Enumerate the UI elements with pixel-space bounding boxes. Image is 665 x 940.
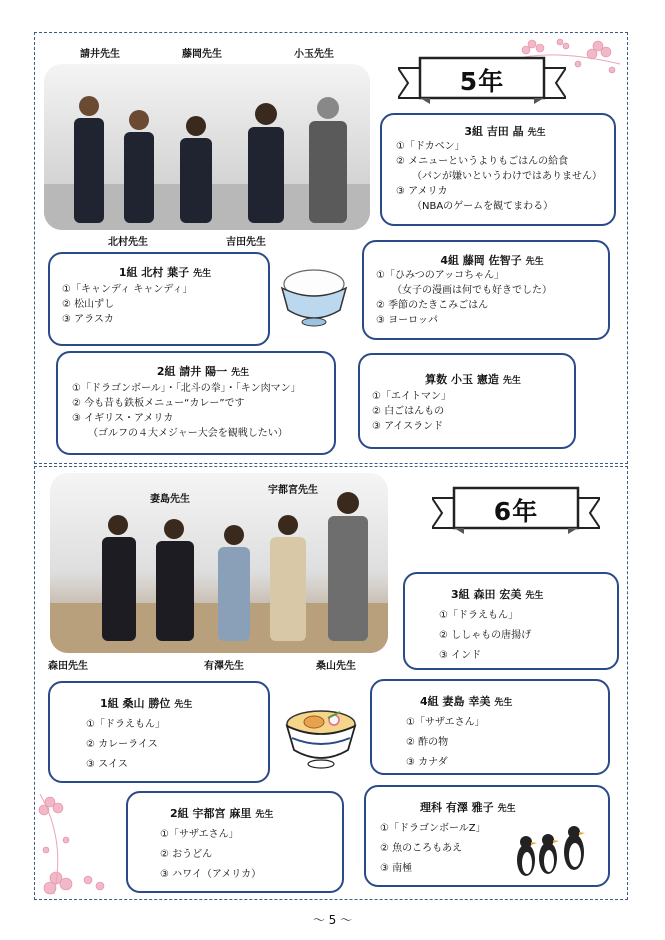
- card-line: ①「ドカベン」: [396, 141, 465, 152]
- udon-bowl-icon: [280, 700, 362, 772]
- card-line: ①「ひみつのアッコちゃん」: [376, 270, 505, 281]
- card-line: ①「サザエさん」: [406, 717, 485, 728]
- rice-bowl-icon: [276, 258, 352, 330]
- teacher-name-label: 森田先生: [48, 661, 88, 672]
- teacher-card-5-2: [56, 351, 336, 455]
- card-line: ①「サザエさん」: [160, 829, 239, 840]
- card-line: ③ 南極: [380, 863, 413, 874]
- teacher-name-label: 宇都宮先生: [268, 485, 318, 496]
- card-title: 1組 桑山 勝位 先生: [100, 697, 193, 710]
- card-title: 4組 妻島 幸美 先生: [420, 695, 513, 708]
- card-line: ③ アイスランド: [372, 421, 444, 432]
- card-line: ①「キャンディ キャンディ」: [62, 284, 193, 295]
- card-title: 算数 小玉 憲造 先生: [425, 373, 521, 386]
- teacher-card-5-1: [48, 252, 270, 346]
- card-line: ② ししゃもの唐揚げ: [439, 630, 532, 641]
- card-line: ①「ドラゴンボールZ」: [380, 823, 486, 834]
- card-line: （女子の漫画は何でも好きでした）: [392, 285, 552, 296]
- teacher-name-label: 北村先生: [108, 237, 148, 248]
- card-title: 1組 北村 葉子 先生: [118, 266, 212, 279]
- page-number: ～ 5 ～: [312, 913, 353, 927]
- card-title: 2組 請井 陽一 先生: [156, 365, 250, 378]
- card-line: ② 今も昔も鉄板メニュー“カレー”です: [72, 398, 245, 409]
- grade6-banner: [432, 482, 600, 536]
- card-title: 4組 藤岡 佐智子 先生: [440, 254, 544, 267]
- card-line: ③ イギリス・アメリカ: [72, 413, 174, 424]
- card-title: 2組 宇都宮 麻里 先生: [170, 807, 274, 820]
- card-title: 3組 吉田 晶 先生: [464, 125, 546, 138]
- teacher-name-label: 桑山先生: [316, 661, 356, 672]
- card-line: ② 酢の物: [406, 737, 449, 748]
- card-title: 理科 有澤 雅子 先生: [420, 801, 516, 814]
- teacher-card-6-1: [48, 681, 270, 783]
- card-line: （パンが嫌いというわけではありません）: [412, 171, 602, 182]
- card-line: ①「ドラゴンボール」・「北斗の拳」・「キン肉マン」: [72, 383, 301, 394]
- card-line: ② 季節のたきこみごはん: [376, 300, 489, 311]
- teacher-card-5-sansu: [358, 353, 576, 449]
- card-line: ③ ヨーロッパ: [376, 315, 438, 326]
- card-line: ② カレーライス: [86, 739, 158, 750]
- card-line: ② 松山ずし: [62, 299, 115, 310]
- card-line: （NBAのゲームを観てまわる）: [412, 201, 554, 212]
- card-title: 3組 森田 宏美 先生: [451, 588, 544, 601]
- card-line: ③ アラスカ: [62, 314, 114, 325]
- grade6-teachers-photo: [50, 473, 388, 653]
- teacher-name-label: 吉田先生: [226, 237, 266, 248]
- card-line: ② 白ごはんもの: [372, 406, 445, 417]
- card-line: ③ スイス: [86, 759, 128, 770]
- card-line: ② おうどん: [160, 849, 213, 860]
- card-line: ② 魚のころもあえ: [380, 843, 463, 854]
- card-line: ③ インド: [439, 650, 482, 661]
- teacher-card-6-4: [370, 679, 610, 775]
- teacher-name-label: 藤岡先生: [182, 49, 222, 60]
- card-line: （ゴルフの４大メジャー大会を観戦したい）: [88, 428, 288, 439]
- grade5-banner: [398, 52, 566, 106]
- teacher-name-label: 小玉先生: [294, 49, 334, 60]
- grade5-teachers-photo: [44, 64, 370, 230]
- penguin-icon: [512, 824, 592, 880]
- teacher-card-6-3: [403, 572, 619, 670]
- teacher-card-6-2: [126, 791, 344, 893]
- card-line: ③ アメリカ: [396, 186, 448, 197]
- card-line: ①「エイトマン」: [372, 391, 451, 402]
- card-line: ③ ハワイ（アメリカ）: [160, 869, 262, 880]
- card-line: ①「ドラえもん」: [439, 610, 518, 621]
- grade5-banner-title: 5年: [459, 67, 505, 96]
- card-line: ② メニューというよりもごはんの給食: [396, 156, 569, 167]
- teacher-card-5-3: [380, 113, 616, 226]
- grade6-banner-title: 6年: [493, 497, 539, 526]
- card-line: ①「ドラえもん」: [86, 719, 165, 730]
- teacher-card-5-4: [362, 240, 610, 340]
- flower-decoration: [36, 790, 116, 898]
- teacher-name-label: 有澤先生: [204, 661, 244, 672]
- card-line: ③ カナダ: [406, 757, 448, 768]
- teacher-name-label: 請井先生: [80, 49, 120, 60]
- teacher-name-label: 妻島先生: [150, 494, 190, 505]
